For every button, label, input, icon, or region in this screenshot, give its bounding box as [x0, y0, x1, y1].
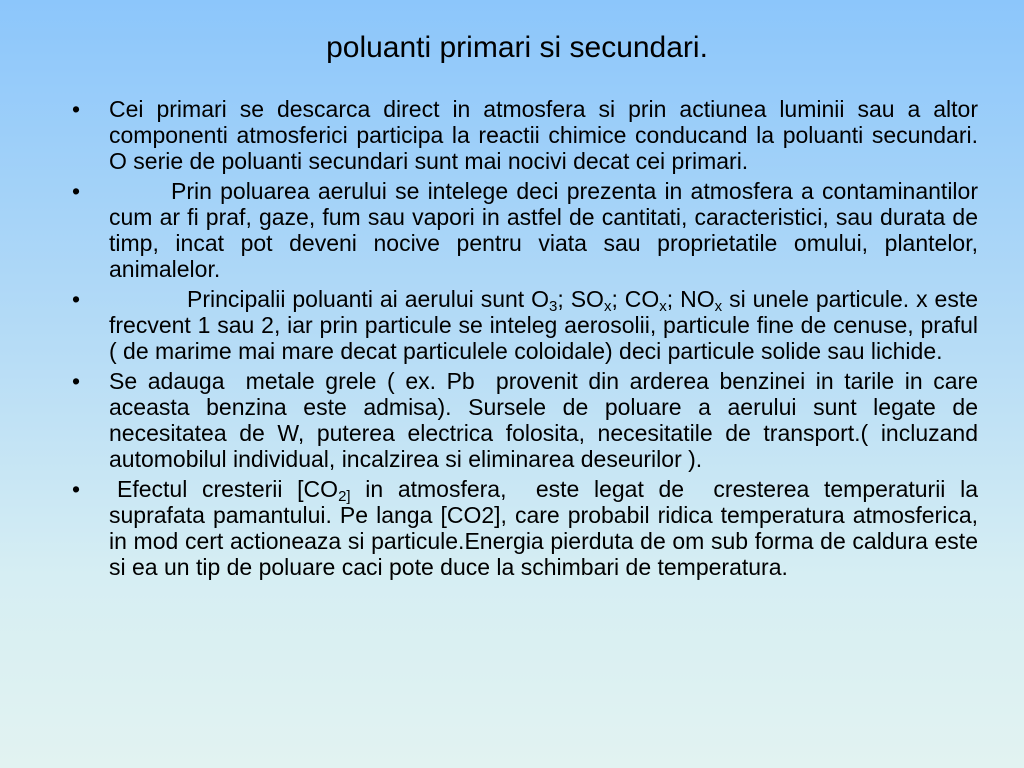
subscript: 2]	[338, 488, 351, 505]
bullet-icon: •	[72, 368, 81, 394]
slide-title: poluanti primari si secundari.	[326, 31, 708, 64]
subscript: x	[659, 298, 667, 315]
formula-text: ; CO	[611, 286, 660, 312]
paragraph-text: si unele particule. x este frecvent 1 sau 2, iar prin particule se inteleg aerosolii, particule fine de cenuse, praful ( de marime mai mare decat particulele coloidale) deci particule solide sau lichide.	[109, 286, 979, 364]
paragraph-text: in atmosfera, este legat de cresterea temperaturii la suprafata pamantului. Pe langa [CO2], care probabil ridica temperatura atmosferica, in mod cert actioneaza si particule.Energia pierduta de om sub forma de caldura este si ea un tip de poluare caci pote duce la schimbari de temperatura.	[109, 476, 985, 580]
formula-text: ; SO	[557, 286, 604, 312]
bullet-item	[72, 178, 978, 282]
bullet-icon: •	[72, 178, 81, 204]
bullet-text	[109, 286, 978, 364]
bullet-text: Se adauga metale grele ( ex. Pb provenit din arderea benzinei in tarile in care aceasta benzina este admisa). Sursele de poluare a aerului sunt legate de necesitatea de W, puterea electrica folosita, necesitatile de transport.( incluzand automobilul individual, incalzirea si eliminarea deseurilor ).	[109, 368, 985, 472]
bullet-item	[72, 286, 978, 364]
bullet-item	[72, 476, 985, 580]
bullet-list	[72, 96, 985, 584]
subscript: x	[714, 298, 723, 315]
subscript: 3	[549, 298, 558, 315]
formula-text: Efectul cresterii [CO	[117, 476, 339, 502]
bullet-text	[109, 476, 985, 580]
formula-text: ; NO	[666, 286, 715, 312]
bullet-icon: •	[72, 286, 81, 312]
bullet-text: Cei primari se descarca direct in atmosfera si prin actiunea luminii sau a altor componenti atmosferici participa la reactii chimice conducand la poluanti secundari. O serie de poluanti secundari sunt mai nocivi decat cei primari.	[109, 96, 978, 174]
bullet-item	[72, 368, 985, 472]
bullet-icon: •	[72, 96, 81, 122]
bullet-icon: •	[72, 476, 81, 502]
subscript: x	[603, 298, 612, 315]
bullet-item	[72, 96, 978, 174]
formula-text: Principalii poluanti ai aerului sunt O	[187, 286, 550, 312]
bullet-text: Prin poluarea aerului se intelege deci prezenta in atmosfera a contaminantilor cum ar fi praf, gaze, fum sau vapori in astfel de cantitati, caracteristici, sau durata de timp, incat pot deveni nocive pentru viata sau proprietatile omului, plantelor, animalelor.	[109, 178, 978, 282]
